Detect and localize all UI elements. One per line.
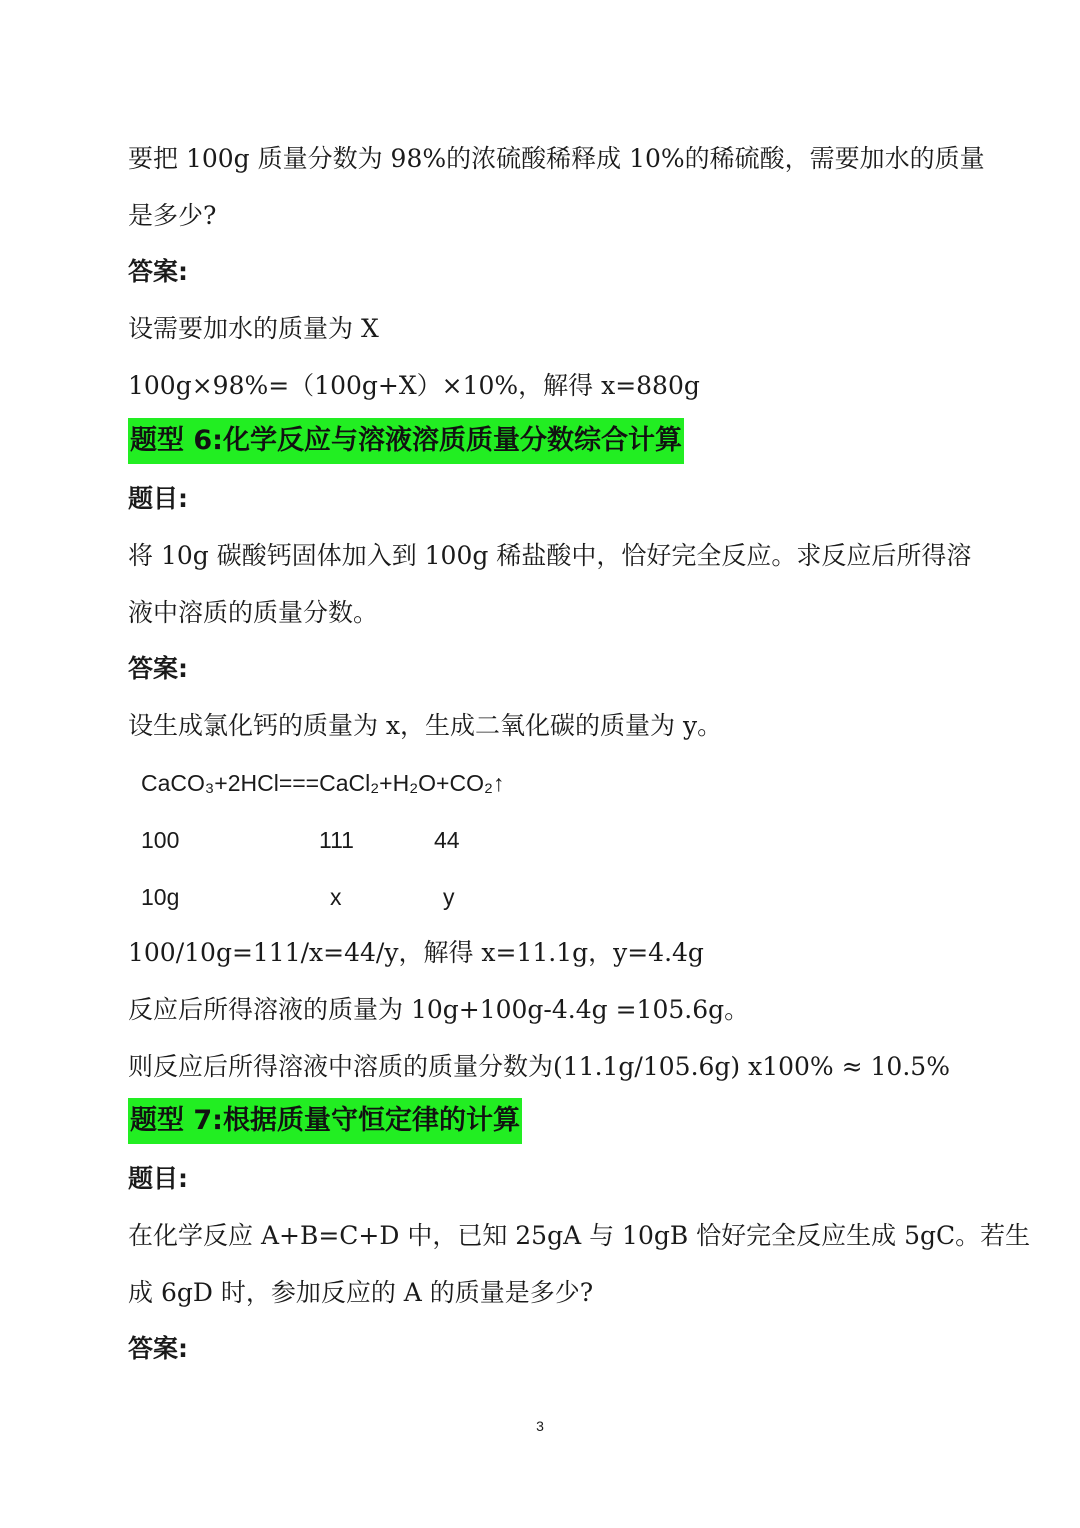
answer-label: 答案:	[128, 654, 188, 683]
stoich-value: 44	[434, 827, 460, 853]
answer-text-line: 设生成氯化钙的质量为 x，生成二氧化碳的质量为 y。	[128, 711, 723, 740]
page-number: 3	[536, 1418, 544, 1434]
question-text-line: 成 6gD 时，参加反应的 A 的质量是多少?	[128, 1278, 594, 1307]
stoich-value: 111	[319, 827, 354, 853]
answer-equation-line: 100/10g=111/x=44/y，解得 x=11.1g，y=4.4g	[128, 938, 704, 967]
answer-text-line: 设需要加水的质量为 X	[128, 314, 379, 343]
question-text-line: 要把 100g 质量分数为 98%的浓硫酸稀释成 10%的稀硫酸，需要加水的质量	[128, 144, 985, 173]
stoich-value: x	[330, 884, 342, 910]
section-heading-type7: 题型 7:根据质量守恒定律的计算	[128, 1098, 522, 1144]
question-text-line: 在化学反应 A+B=C+D 中，已知 25gA 与 10gB 恰好完全反应生成 5gC。若生	[128, 1221, 1031, 1250]
question-text-line: 将 10g 碳酸钙固体加入到 100g 稀盐酸中，恰好完全反应。求反应后所得溶	[128, 541, 972, 570]
answer-result-line: 则反应后所得溶液中溶质的质量分数为(11.1g/105.6g) x100% ≈ 10.5%	[128, 1052, 950, 1081]
question-text-line: 是多少?	[128, 201, 217, 230]
stoich-value: 100	[141, 827, 180, 853]
question-label: 题目:	[128, 484, 188, 513]
answer-label: 答案:	[128, 257, 188, 286]
answer-label: 答案:	[128, 1334, 188, 1363]
answer-equation-line: 100g×98%=（100g+X）×10%，解得 x=880g	[128, 371, 700, 400]
question-text-line: 液中溶质的质量分数。	[128, 598, 379, 627]
stoich-value: 10g	[141, 884, 180, 910]
section-heading-type6: 题型 6:化学反应与溶液溶质质量分数综合计算	[128, 418, 684, 464]
answer-text-line: 反应后所得溶液的质量为 10g+100g-4.4g =105.6g。	[128, 995, 750, 1024]
chemical-equation: CaCO₃+2HCl===CaCl₂+H₂O+CO₂↑	[141, 770, 505, 796]
question-label: 题目:	[128, 1164, 188, 1193]
stoich-value: y	[443, 884, 455, 910]
